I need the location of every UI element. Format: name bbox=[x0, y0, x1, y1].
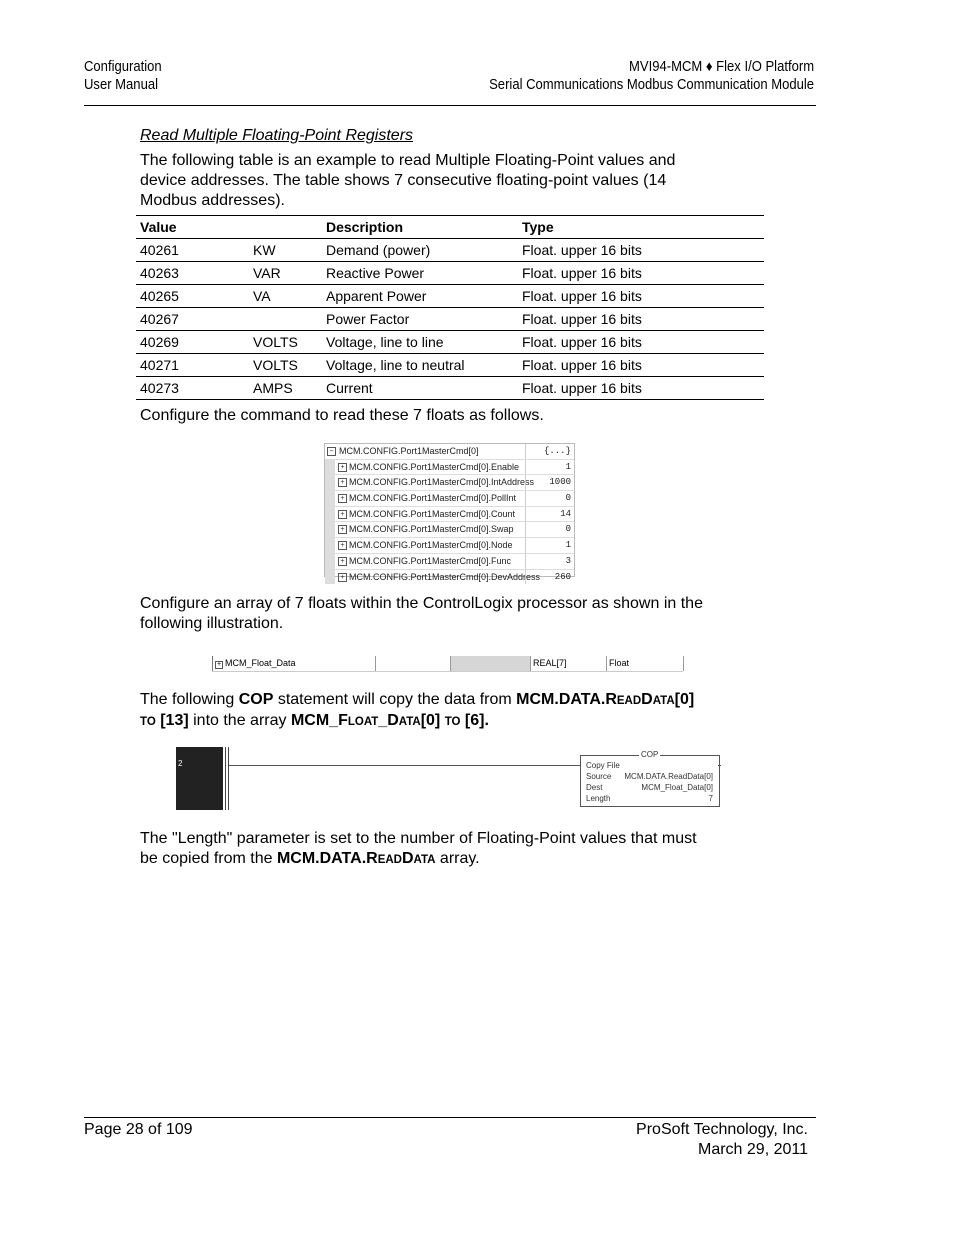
tree-item[interactable] bbox=[325, 460, 574, 476]
header-subtitle: Serial Communications Modbus Communication Module bbox=[489, 77, 814, 93]
configure-array-text bbox=[140, 594, 703, 634]
tag-value-cell bbox=[375, 656, 450, 671]
tag-force-cell bbox=[450, 656, 531, 671]
cell-type: Float. upper 16 bits bbox=[518, 285, 764, 308]
rung-wire bbox=[718, 765, 721, 766]
source-value[interactable]: MCM.DATA.ReadData[0] bbox=[624, 772, 713, 781]
text-run: TO bbox=[444, 716, 461, 728]
expand-icon[interactable]: + bbox=[338, 557, 347, 566]
array-text-line: Configure an array of 7 floats within the ControlLogix processor as shown in the bbox=[140, 595, 703, 612]
cell-type: Float. upper 16 bits bbox=[518, 262, 764, 285]
tree-item-name: MCM.CONFIG.Port1MasterCmd[0].Swap bbox=[349, 524, 514, 535]
cell-description: Voltage, line to neutral bbox=[322, 354, 518, 377]
header-doc-type: User Manual bbox=[84, 77, 158, 93]
text-line: The "Length" parameter is set to the number of Floating-Point values that must bbox=[140, 830, 697, 847]
text-run: be copied from the bbox=[140, 850, 277, 867]
cop-keyword: COP bbox=[238, 691, 274, 708]
tree-root-row[interactable] bbox=[325, 444, 574, 460]
col-header-description: Description bbox=[322, 216, 518, 239]
table-row bbox=[136, 239, 764, 262]
table-header-row bbox=[136, 216, 764, 239]
text-run: ATA bbox=[652, 695, 675, 707]
page-number: Page 28 of 109 bbox=[84, 1121, 193, 1138]
expand-icon[interactable]: + bbox=[216, 661, 222, 668]
power-rail bbox=[228, 747, 229, 810]
dest-tag-ref bbox=[291, 712, 445, 729]
tag-name-cell[interactable] bbox=[212, 656, 375, 671]
dest-label: Dest bbox=[586, 783, 603, 792]
cell-description: Voltage, line to line bbox=[322, 331, 518, 354]
expand-icon[interactable]: + bbox=[338, 510, 347, 519]
tree-item[interactable] bbox=[325, 570, 574, 585]
expand-icon[interactable]: + bbox=[338, 494, 347, 503]
table-row bbox=[136, 262, 764, 285]
cell-value: 40261 bbox=[136, 239, 249, 262]
cell-description: Demand (power) bbox=[322, 239, 518, 262]
text-run: D bbox=[401, 850, 414, 867]
cell-type: Float. upper 16 bits bbox=[518, 239, 764, 262]
tree-item-value[interactable]: 1 bbox=[525, 538, 574, 553]
tree-item-value[interactable]: 14 bbox=[525, 507, 574, 522]
master-cmd-tree bbox=[324, 443, 575, 582]
cell-type: Float. upper 16 bits bbox=[518, 377, 764, 400]
text-run: ATA bbox=[413, 854, 436, 866]
source-tag-ref bbox=[516, 691, 694, 708]
configure-command-text: Configure the command to read these 7 floats as follows. bbox=[140, 407, 544, 424]
tree-item-name: MCM.CONFIG.Port1MasterCmd[0].Func bbox=[349, 555, 512, 566]
text-run: [0] bbox=[674, 691, 695, 708]
text-run: MCM_F bbox=[290, 712, 348, 729]
tree-item[interactable] bbox=[325, 538, 574, 554]
tree-item[interactable] bbox=[325, 475, 574, 491]
power-rail bbox=[225, 747, 226, 810]
cell-units: AMPS bbox=[249, 377, 322, 400]
rung-number-gutter bbox=[176, 747, 223, 810]
rung-number: 2 bbox=[178, 759, 183, 768]
text-run: _D bbox=[378, 712, 399, 729]
cop-paragraph bbox=[140, 690, 760, 732]
text-run: EAD bbox=[377, 854, 402, 866]
intro-line: The following table is an example to read Multiple Floating-Point values and bbox=[140, 152, 676, 169]
tree-item-value[interactable]: 260 bbox=[525, 570, 574, 585]
text-run: MCM.DATA.R bbox=[516, 691, 617, 708]
cell-units: KW bbox=[249, 239, 322, 262]
company-name: ProSoft Technology, Inc. bbox=[636, 1121, 808, 1138]
cell-description: Reactive Power bbox=[322, 262, 518, 285]
expand-icon[interactable]: + bbox=[338, 573, 347, 582]
intro-paragraph bbox=[140, 151, 760, 211]
tree-item-name: MCM.CONFIG.Port1MasterCmd[0].PollInt bbox=[349, 493, 517, 504]
text-run: [0] bbox=[420, 712, 445, 729]
array-text-line: following illustration. bbox=[140, 615, 284, 632]
intro-line: device addresses. The table shows 7 consecutive floating-point values (14 bbox=[140, 172, 667, 189]
col-header-value: Value bbox=[136, 216, 249, 239]
cell-value: 40271 bbox=[136, 354, 249, 377]
cell-value: 40263 bbox=[136, 262, 249, 285]
cell-type: Float. upper 16 bits bbox=[518, 308, 764, 331]
cop-instruction-block[interactable] bbox=[580, 750, 720, 807]
cell-units bbox=[249, 308, 322, 331]
text-run: ATA bbox=[398, 716, 421, 728]
table-row bbox=[136, 331, 764, 354]
table-row bbox=[136, 285, 764, 308]
cell-units: VA bbox=[249, 285, 322, 308]
tree-item[interactable] bbox=[325, 491, 574, 507]
tree-item[interactable] bbox=[325, 522, 574, 538]
text-run: The following bbox=[140, 691, 239, 708]
col-header-units bbox=[249, 216, 322, 239]
expand-icon[interactable]: + bbox=[338, 541, 347, 550]
intro-line: Modbus addresses). bbox=[140, 192, 285, 209]
header-left bbox=[84, 58, 162, 94]
collapse-icon[interactable]: − bbox=[327, 447, 336, 456]
tag-type: REAL[7] bbox=[530, 656, 607, 671]
dest-value[interactable]: MCM_Float_Data[0] bbox=[641, 783, 713, 792]
cell-description: Current bbox=[322, 377, 518, 400]
tree-item[interactable] bbox=[325, 554, 574, 570]
cell-description: Power Factor bbox=[322, 308, 518, 331]
expand-icon[interactable]: + bbox=[338, 463, 347, 472]
header-section: Configuration bbox=[84, 59, 162, 75]
table-row bbox=[136, 308, 764, 331]
cell-value: 40269 bbox=[136, 331, 249, 354]
col-header-type: Type bbox=[518, 216, 764, 239]
register-table bbox=[136, 215, 764, 400]
text-run: TO bbox=[140, 716, 156, 728]
cell-type: Float. upper 16 bits bbox=[518, 354, 764, 377]
header-product: MVI94-MCM ♦ Flex I/O Platform bbox=[628, 59, 814, 75]
text-run: [6]. bbox=[460, 712, 489, 729]
text-run: array. bbox=[435, 850, 480, 867]
tree-item-name: MCM.CONFIG.Port1MasterCmd[0].Enable bbox=[349, 461, 520, 472]
cell-description: Apparent Power bbox=[322, 285, 518, 308]
length-paragraph bbox=[140, 829, 760, 870]
cell-value: 40273 bbox=[136, 377, 249, 400]
cop-block-title: COP bbox=[641, 750, 659, 759]
tree-item-value[interactable]: 0 bbox=[525, 522, 574, 537]
tree-item-value[interactable]: 1000 bbox=[525, 475, 574, 490]
cell-units: VAR bbox=[249, 262, 322, 285]
length-value[interactable]: 7 bbox=[708, 794, 713, 803]
length-label: Length bbox=[586, 794, 611, 803]
text-line bbox=[140, 849, 760, 870]
text-run: MCM.DATA.R bbox=[276, 850, 378, 867]
tree-item-name: MCM.CONFIG.Port1MasterCmd[0].Count bbox=[349, 508, 516, 519]
text-run: into the array bbox=[188, 712, 291, 729]
tree-item-value[interactable]: 1 bbox=[525, 460, 574, 475]
rung-wire bbox=[229, 765, 580, 766]
cell-units: VOLTS bbox=[249, 331, 322, 354]
tree-item[interactable] bbox=[325, 507, 574, 523]
cell-value: 40267 bbox=[136, 308, 249, 331]
text-run: statement will copy the data from bbox=[273, 691, 517, 708]
table-row bbox=[136, 354, 764, 377]
tree-root-name: MCM.CONFIG.Port1MasterCmd[0] bbox=[339, 446, 479, 456]
section-title: Read Multiple Floating-Point Registers bbox=[140, 127, 414, 144]
cell-units: VOLTS bbox=[249, 354, 322, 377]
text-run: EAD bbox=[616, 695, 642, 707]
tree-item-name: MCM.CONFIG.Port1MasterCmd[0].Node bbox=[349, 540, 513, 551]
cell-type: Float. upper 16 bits bbox=[518, 331, 764, 354]
header-rule bbox=[84, 105, 816, 106]
footer-right bbox=[636, 1120, 808, 1160]
cop-block-name: Copy File bbox=[586, 761, 620, 770]
footer-rule bbox=[84, 1117, 816, 1118]
float-array-tag-row[interactable] bbox=[212, 656, 683, 672]
tree-item-value[interactable]: 3 bbox=[525, 554, 574, 569]
header-right bbox=[489, 58, 814, 94]
publish-date: March 29, 2011 bbox=[698, 1141, 808, 1158]
tag-name: MCM_Float_Data bbox=[225, 658, 296, 668]
tree-item-name: MCM.CONFIG.Port1MasterCmd[0].IntAddress bbox=[349, 477, 535, 488]
table-row bbox=[136, 377, 764, 400]
expand-icon[interactable]: + bbox=[338, 478, 347, 487]
tag-style: Float bbox=[606, 656, 684, 671]
tree-item-value[interactable]: 0 bbox=[525, 491, 574, 506]
ladder-rung bbox=[176, 747, 721, 811]
source-label: Source bbox=[586, 772, 612, 781]
cell-value: 40265 bbox=[136, 285, 249, 308]
text-run: D bbox=[641, 691, 653, 708]
tree-item-name: MCM.CONFIG.Port1MasterCmd[0].DevAddress bbox=[349, 571, 541, 582]
tree-root-value: {...} bbox=[525, 444, 574, 459]
source-tag-ref bbox=[277, 850, 436, 867]
expand-icon[interactable]: + bbox=[338, 525, 347, 534]
text-run: LOAT bbox=[347, 716, 379, 728]
text-run: [13] bbox=[155, 712, 189, 729]
